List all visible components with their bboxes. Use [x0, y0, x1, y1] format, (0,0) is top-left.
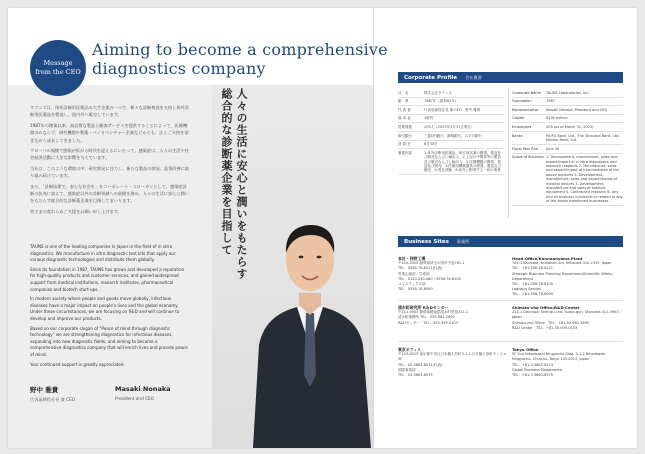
- signature-japanese: [30, 385, 75, 403]
- table-row: 従業員数 205人（2023年3月31日現在）: [398, 123, 504, 132]
- ceo-name-en: Masaki Nonaka: [115, 385, 171, 393]
- ceo-portrait: [245, 125, 375, 448]
- table-row: Fiscal Year End June 30: [512, 145, 623, 154]
- table-row: Foundation 1987: [512, 98, 623, 107]
- table-row: 決 算 日 6月30日: [398, 141, 504, 150]
- table-row: Scope of Business 1. Development, manufacture, sales and export/import of in vitro diagnostics and research reagents 2. Manufacture, sales and export/import of intermediates of the above products 3. Development, manufacture, sales and export/import of medical devices 4. Development, manufacture and sales of medical equipment 5. Contracted research 6. Any and all business incidental or related to any of the above mentioned businesses: [512, 154, 623, 207]
- title-line-1: Aiming to become a comprehensive: [92, 40, 388, 59]
- sites-heading: Business Sites: [404, 239, 449, 245]
- table-row: Corporate Name TAUNS Laboratories, Inc.: [512, 89, 623, 98]
- business-sites-header: [398, 236, 623, 247]
- jp-paragraph: 当社は、このような環境の中、研究開発に注力し、新たな製品の開発、品質改善に取り組み続けています。: [30, 165, 190, 179]
- badge-line-1: Message: [43, 59, 73, 67]
- table-row: Banks MUFG Bank, Ltd., The Shizuoka Bank, Ltd., Mizuho Bank, Ltd.: [512, 132, 623, 145]
- vertical-slogan: [220, 88, 248, 288]
- table-row: Representative Masaki Nonaka, President and CEO: [512, 106, 623, 115]
- ceo-role-en: President and CEO: [115, 396, 154, 401]
- site-jp: 本社・狩野工場 〒410-2325 静岡県伊豆の国市中島761-1 TEL：0558-76-8121(代表) 営業企画部・学術部 TEL：0120-240-480 / 0558-76-8100 ロジスティクス部 TEL：0558-76-8090: [398, 256, 465, 292]
- site-row-tokyo: [398, 347, 623, 395]
- jp-paragraph: タウンズは、体外診断用医薬品の大手企業の一つで、様々な診断検査を支持し体外診断用医薬品を製造し、国内外へ販売しています。: [30, 105, 189, 118]
- page-title: [92, 40, 388, 78]
- jp-paragraph: 皆さまの変わらぬご支援をお願い申し上げます。: [30, 208, 122, 214]
- ceo-name-jp: 野中 雅貴: [30, 386, 59, 394]
- table-row: 社 名 株式会社タウンズ: [398, 89, 504, 98]
- en-paragraph: Based on our corporate slogan of "Peace of mind through diagnostic technology" we are strengthening diagnostics for infectious diseases, expanding into new diagnostic fields, and aiming to become a comprehensive diagnostics company that will enrich lives and provide peace of mind.: [30, 325, 188, 357]
- title-line-2: diagnostics company: [92, 59, 266, 78]
- site-en: Tokyo Office 5F Sun Nihonbashi Ningyocho Bldg. 3-1-2 Nihonbashi Ningyocho, Chuo-ku, Tokyo 103-0013, Japan TEL：+81-3-3663-8574 Global Business Department TEL：+81-3-3663-8575: [512, 347, 606, 378]
- slogan-line-2: 総合的な診断薬企業を目指して: [220, 88, 233, 256]
- en-paragraph: In modern society where people and goods move globally, infectious diseases have a major impact on people's lives and the global economy. Under these circumstances, we are focusing on R&D and will continue to develop and improve our products.: [30, 296, 180, 321]
- jp-paragraph: また、「診断技術で、安心な社会を」をコーポレート・スローガンとして、感染症診断の拡充に加えて、感染症以外の診断領域への展開を進め、人々の生活に安心と潤いをもたらす総合的な診断薬企業を目指してまいります。: [30, 183, 189, 204]
- en-paragraph: Your continued support is greatly appreciated.: [30, 361, 125, 367]
- badge-line-2: from the CEO: [35, 68, 81, 76]
- site-en: Head Office/Kannamiyama Plant 761-1 Kannaka, Izunokuni-shi, Shizuoka 410-2325, Japan TEL：+81-558-76-8121 Strategic Business Planning Department/Scientific Affairs Department TEL：+81-558-76-8100 Logistics Section TEL：+81-558-76-8090: [512, 256, 613, 297]
- table-row: 資 本 金 1億円: [398, 115, 504, 124]
- slogan-line-1: 人々の生活に安心と潤いをもたらす: [235, 88, 248, 280]
- site-row-head-office: [398, 256, 623, 301]
- site-en: Shimizu-cho Office/R&D Center 221-1 Douniwa, Shimizu-cho, Sunto-gun, Shizuoka 411-0903, Japan Shimizu-cho Office TEL：+81-55-981-2690 R&D Center TEL：+81-55-939-0103: [512, 305, 620, 330]
- en-paragraph: Since its foundation in 1987, TAUNS has grown and developed a reputation for high-quality products and customer services, and gained widespread support from medical institutions, research institutes, pharmaceutical companies and biotech start-ups.: [30, 266, 185, 292]
- message-japanese: [30, 104, 190, 218]
- profile-heading-sub: 会社概要: [465, 75, 482, 80]
- profile-table-jp: [398, 89, 504, 175]
- sites-heading-sub: 事業所: [456, 239, 470, 244]
- corporate-profile-header: [398, 72, 623, 83]
- message-badge: [30, 40, 86, 96]
- site-jp: 清水町研究所 R＆Dセンター 〒411-0903 静岡県駿東郡清水町堂庭221-1 清水町事務所 TEL：055-981-2690 R&Dセンター TEL：055-939-0103: [398, 305, 469, 325]
- jp-paragraph: 1987年の創業以来、高品質な製品と顧客サービスを提供することによって、医療機関のみならず、研究機関や製薬・バイオベンチャー企業などからも、広くご支持を頂きながら成長してきました。: [30, 122, 189, 143]
- profile-divider: [508, 88, 509, 218]
- table-row: 取引銀行 三菱UFJ銀行、静岡銀行、みずほ銀行: [398, 132, 504, 141]
- site-row-shimizu: [398, 305, 623, 342]
- jp-paragraph: グローバル規模で感染が拡がる時代を迎えるにいたって、感染症は、人々の生活や社会経済活動に大きな影響を与えています。: [30, 148, 189, 161]
- table-row: 代 表 者 代表取締役社長 兼 CEO 野中 雅貴: [398, 106, 504, 115]
- en-paragraph: TAUNS is one of the leading companies in Japan in the field of in vitro diagnostics. We manufacture in vitro diagnostic test kits that apply our various diagnostic technologies and distribute them globally.: [30, 244, 176, 263]
- signature-english: [115, 385, 171, 401]
- table-row: 創 業 1987年（昭和62年）: [398, 98, 504, 107]
- table-row: 事業内容 1.体外診断用医薬品、研究用試薬の開発、製造及び販売ならびに輸出入 2.上記の中間体等の製造及び販売ならびに輸出入 3.医療機器の開発、製造及び販売 4.医療用機械器具の開発、製造及び販売 5.受託試験 6.前号に附帯する一切の事業: [398, 149, 504, 175]
- profile-heading: Corporate Profile: [404, 75, 458, 81]
- ceo-role-jp: 代表取締役社長 兼 CEO: [30, 397, 76, 402]
- table-row: Employees 205 (as of March 31, 2023): [512, 123, 623, 132]
- table-row: Capital ¥100 million: [512, 115, 623, 124]
- message-english: [30, 244, 190, 371]
- site-jp: 東京オフィス 〒103-0013 東京都中央区日本橋人形町3-1-2 日本橋人形町サンビル5F TEL：03-3663-8574(代表) 国際事業部 TEL：03-3663-8575: [398, 347, 507, 378]
- profile-table-en: [512, 89, 623, 206]
